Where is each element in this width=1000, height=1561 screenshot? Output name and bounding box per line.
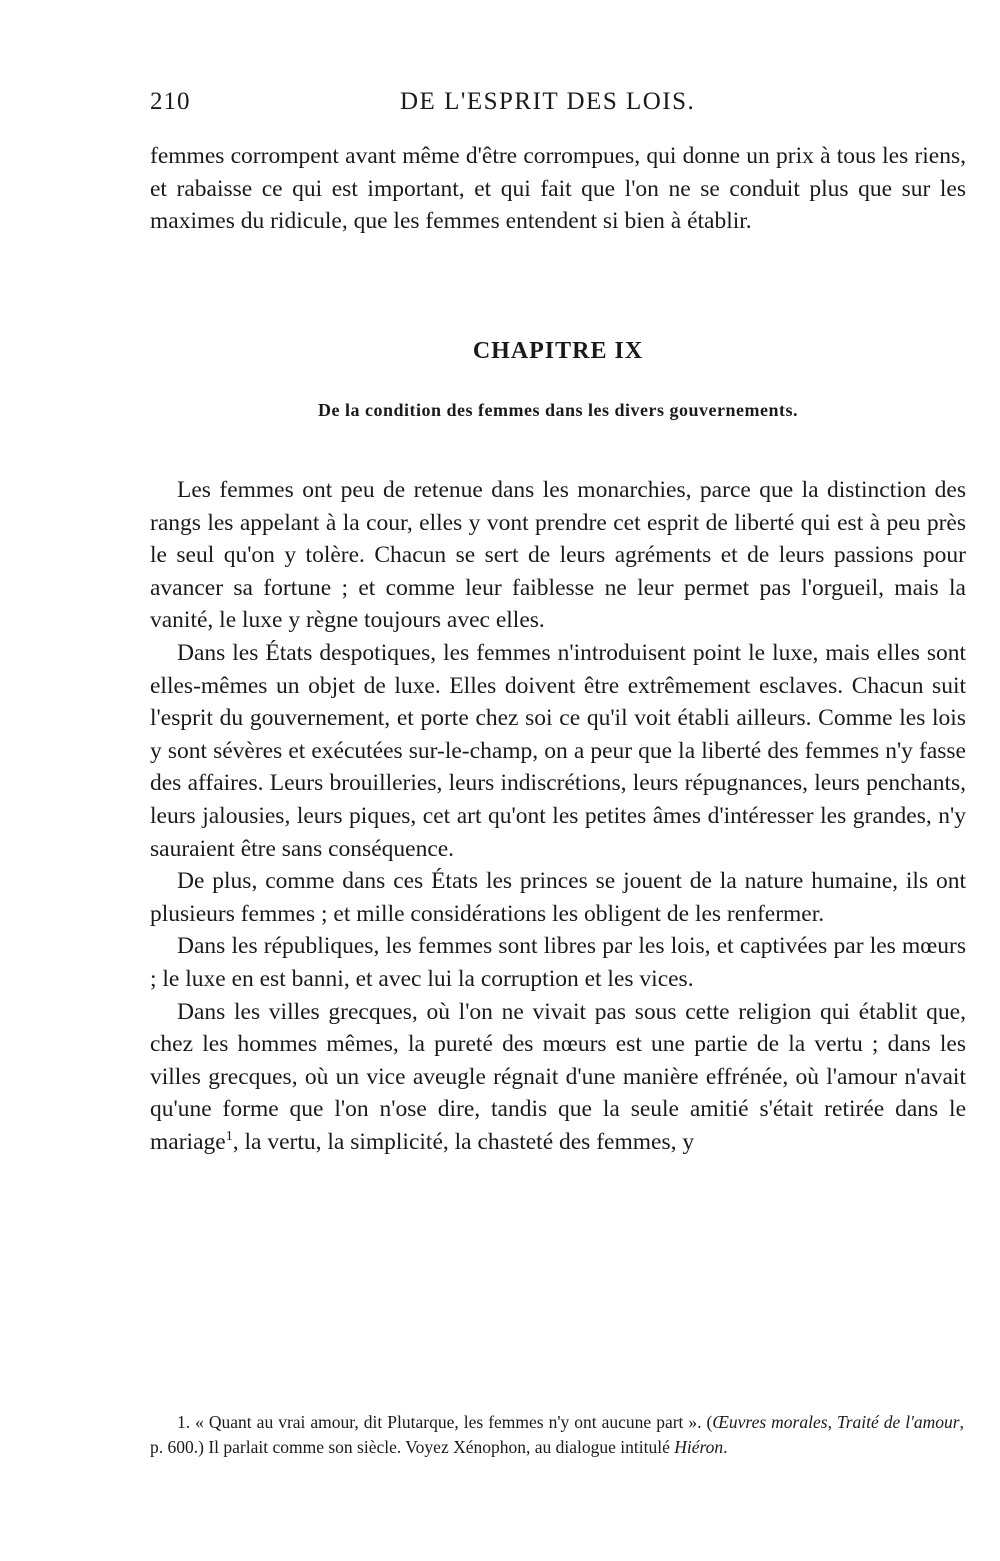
- footnote-page-ref: , p. 600.) Il parlait comme son siècle. Voyez Xénophon, au dialogue intitulé: [150, 1412, 964, 1457]
- footnote: [150, 1410, 964, 1459]
- footnote-marker[interactable]: 1: [225, 1128, 233, 1145]
- body-paragraph: Dans les États despotiques, les femmes n'introduisent point le luxe, mais elles sont elles-mêmes un objet de luxe. Elles doivent être extrêmement esclaves. Chacun suit l'esprit du gouvernement, et porte chez soi ce qu'il voit établi ailleurs. Comme les lois y sont sévères et exécutées sur-le-champ, on a peur que la liberté des femmes n'y fasse des affaires. Leurs brouilleries, leurs indiscrétions, leurs répugnances, leurs penchants, leurs jalousies, leurs piques, cet art qu'ont les petites âmes d'intéresser les grandes, n'y sauraient être sans conséquence.: [150, 639, 966, 862]
- paragraph-text: Dans les villes grecques, où l'on ne vivait pas sous cette religion qui établit que, chez les hommes mêmes, la pureté des mœurs est une partie de la vertu ; dans les villes grecques, où un vice aveugle régnait d'une manière effrénée, où l'amour n'avait qu'une forme que l'on n'ose dire, tandis que la seule amitié s'était retirée dans le mariage: [150, 998, 966, 1155]
- running-title: DE L'ESPRIT DES LOIS.: [400, 88, 696, 115]
- chapter-subtitle: De la condition des femmes dans les divers gouvernements.: [318, 400, 798, 420]
- intro-paragraph: femmes corrompent avant même d'être corrompues, qui donne un prix à tous les riens, et rabaisse ce qui est important, et qui fait que l'on ne se conduit plus que sur les maximes du ridicule, que les femmes entendent si bien à établir.: [150, 143, 966, 235]
- footnote-treatise-title: Traité de l'amour: [836, 1412, 960, 1432]
- body-paragraph: Dans les républiques, les femmes sont libres par les lois, et captivées par les mœurs ; le luxe en est banni, et avec lui la corruption et les vices.: [150, 933, 966, 992]
- paragraph-text-continued: , la vertu, la simplicité, la chasteté des femmes, y: [232, 1128, 695, 1155]
- body-paragraph: Les femmes ont peu de retenue dans les monarchies, parce que la distinction des rangs les appelant à la cour, elles y vont prendre cet esprit de liberté qui est à peu près le seul qu'on y tolère. Chacun se sert de leurs agréments et de leurs passions pour avancer sa fortune ; et comme leur faiblesse ne leur permet pas l'orgueil, mais la vanité, le luxe y règne toujours avec elles.: [150, 477, 966, 634]
- footnote-separator: ,: [827, 1412, 837, 1432]
- body-paragraph: De plus, comme dans ces États les princes se jouent de la nature humaine, ils ont plusieurs femmes ; et mille considérations les obligent de les renfermer.: [150, 868, 966, 927]
- body-paragraph-last: [150, 996, 966, 1159]
- chapter-title: CHAPITRE IX: [472, 338, 644, 364]
- chapter-body: [150, 474, 966, 1158]
- footnote-quote: « Quant au vrai amour, dit Plutarque, les femmes n'y ont aucune part ». (: [190, 1412, 713, 1432]
- running-head: [150, 88, 965, 128]
- page-number: 210: [150, 88, 191, 115]
- footnote-number: 1.: [177, 1412, 191, 1432]
- footnote-work-title: Œuvres morales: [712, 1412, 828, 1432]
- footnote-dialogue-title: Hiéron: [674, 1436, 724, 1457]
- footnote-end: .: [723, 1436, 728, 1457]
